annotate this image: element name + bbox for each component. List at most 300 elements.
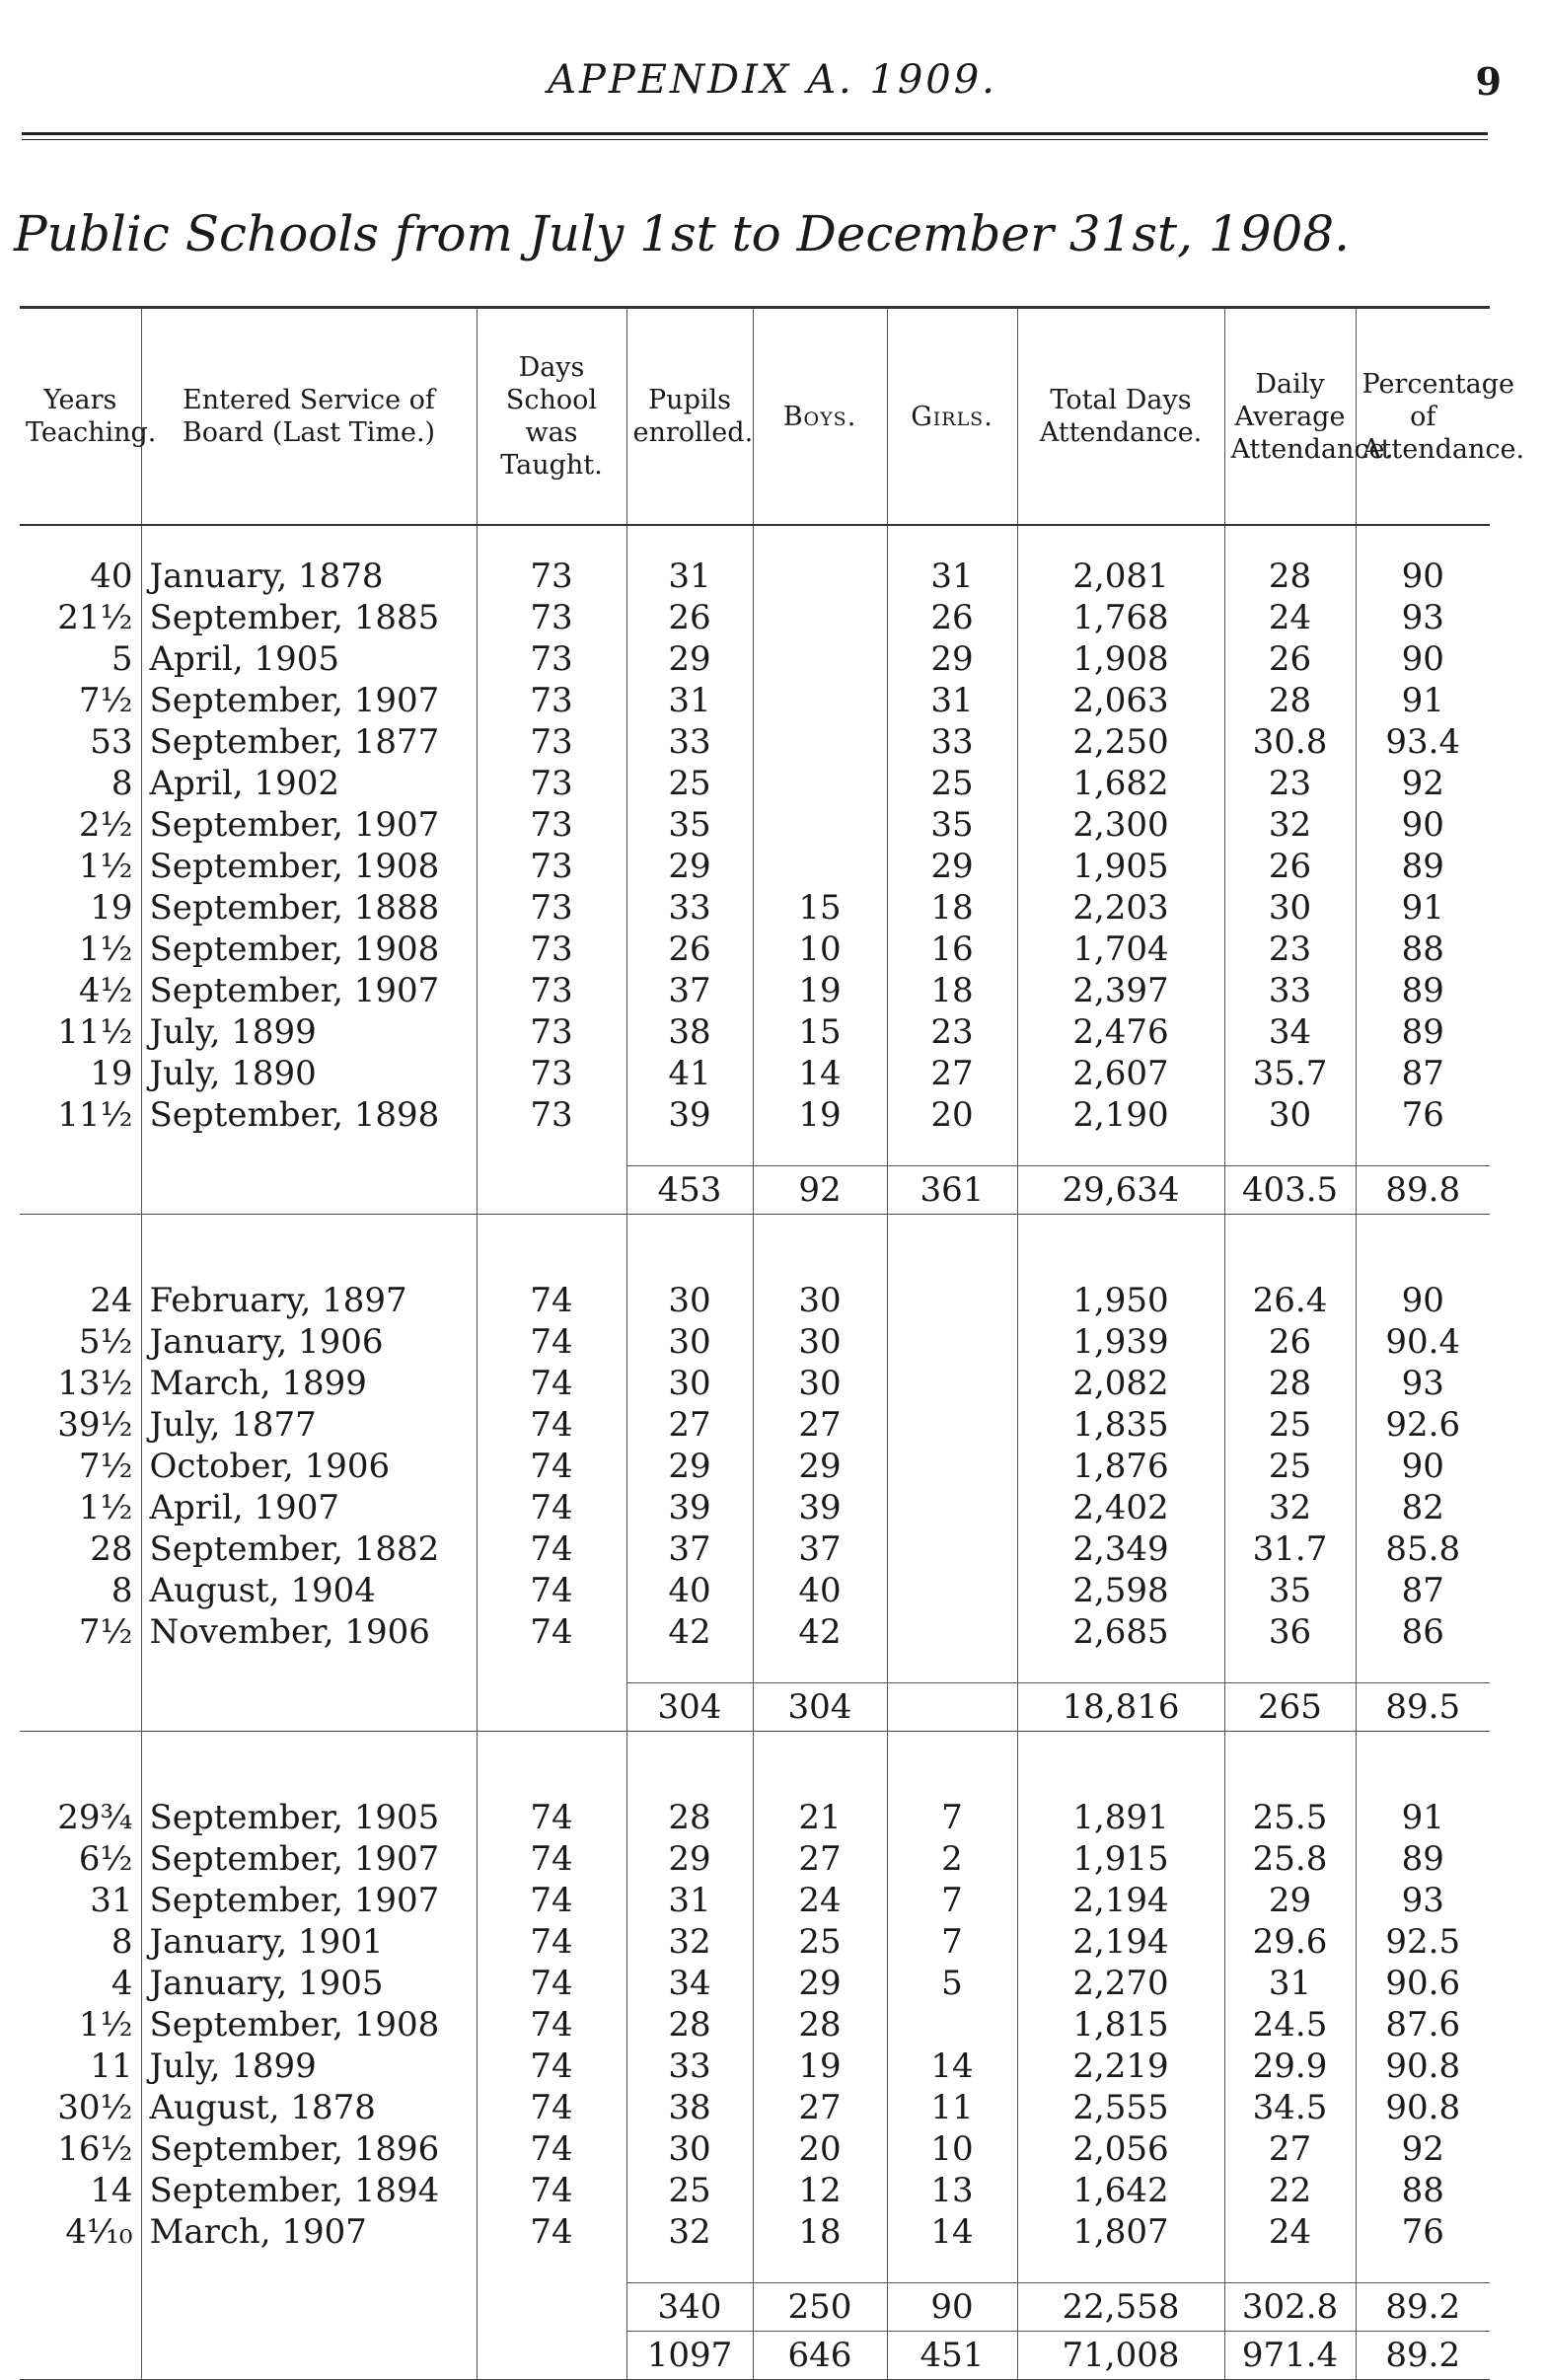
cell-daily-avg: 35.7 <box>1224 1053 1356 1094</box>
cell-total-days: 1,682 <box>1017 763 1224 804</box>
cell-percentage: 90.4 <box>1356 1321 1490 1363</box>
cell-percentage: 90.6 <box>1356 1963 1490 2004</box>
cell-total-days: 1,815 <box>1017 2004 1224 2045</box>
cell-daily-avg: 22 <box>1224 2170 1356 2211</box>
cell-daily-avg: 28 <box>1224 1363 1356 1404</box>
cell-entered: September, 1908 <box>141 2004 477 2045</box>
cell-pupils: 30 <box>626 1321 753 1363</box>
cell-total-days: 2,219 <box>1017 2045 1224 2087</box>
cell-days: 74 <box>477 1921 626 1963</box>
cell-boys: 20 <box>753 2128 887 2170</box>
totals-blank <box>477 1166 626 1215</box>
cell-days: 74 <box>477 2170 626 2211</box>
cell-daily-avg: 25 <box>1224 1446 1356 1487</box>
spacer-cell <box>887 1136 1017 1166</box>
cell-boys <box>753 846 887 887</box>
cell-percentage: 86 <box>1356 1611 1490 1653</box>
cell-daily-avg: 27 <box>1224 2128 1356 2170</box>
cell-years: 7½ <box>78 681 133 720</box>
cell-percentage: 92.5 <box>1356 1921 1490 1963</box>
table-row <box>20 1838 1490 1880</box>
cell-percentage: 92 <box>1356 2128 1490 2170</box>
cell-total-days: 2,607 <box>1017 1053 1224 1094</box>
cell-percentage: 91 <box>1356 1797 1490 1838</box>
cell-years: 39½ <box>57 1405 133 1445</box>
cell-percentage: 89 <box>1356 1838 1490 1880</box>
cell-girls <box>887 1280 1017 1321</box>
cell-years: 8 <box>110 764 133 803</box>
cell-boys <box>753 763 887 804</box>
cell-total-days: 1,835 <box>1017 1404 1224 1446</box>
cell-total-days: 2,349 <box>1017 1528 1224 1570</box>
cell-boys: 29 <box>753 1446 887 1487</box>
cell-percentage: 90 <box>1356 638 1490 680</box>
total-daily-avg: 265 <box>1224 1683 1356 1732</box>
cell-pupils: 30 <box>626 1280 753 1321</box>
cell-days: 74 <box>477 1611 626 1653</box>
divider-cell <box>1224 1215 1356 1251</box>
cell-years: 11½ <box>57 1095 133 1135</box>
cell-pupils: 27 <box>626 1404 753 1446</box>
divider-cell <box>753 1215 887 1251</box>
spacer-cell <box>141 1767 477 1797</box>
spacer-cell <box>1224 525 1356 556</box>
cell-years: 14 <box>90 2171 133 2210</box>
cell-boys: 30 <box>753 1280 887 1321</box>
cell-days: 74 <box>477 1487 626 1528</box>
cell-total-days: 1,950 <box>1017 1280 1224 1321</box>
col-total-days-attendance: Total Days Attendance. <box>1017 308 1224 526</box>
cell-girls: 7 <box>887 1797 1017 1838</box>
spacer-cell <box>1356 2253 1490 2283</box>
cell-pupils: 38 <box>626 1011 753 1053</box>
cell-percentage: 92 <box>1356 763 1490 804</box>
grand-blank <box>20 2332 141 2380</box>
cell-girls <box>887 1321 1017 1363</box>
table-row <box>20 1487 1490 1528</box>
divider-cell <box>20 1215 141 1251</box>
cell-years: 1½ <box>78 2005 133 2045</box>
cell-days: 73 <box>477 638 626 680</box>
table-row <box>20 1611 1490 1653</box>
cell-entered: September, 1907 <box>141 970 477 1011</box>
cell-girls: 2 <box>887 1838 1017 1880</box>
cell-percentage: 93.4 <box>1356 721 1490 763</box>
cell-total-days: 2,194 <box>1017 1880 1224 1921</box>
cell-total-days: 2,250 <box>1017 721 1224 763</box>
cell-pupils: 34 <box>626 1963 753 2004</box>
spacer-cell <box>141 1653 477 1683</box>
cell-years: 4 <box>110 1964 133 2003</box>
total-total-days: 22,558 <box>1017 2283 1224 2332</box>
cell-percentage: 90 <box>1356 804 1490 846</box>
cell-pupils: 26 <box>626 597 753 638</box>
spacer-cell <box>887 1767 1017 1797</box>
section-spacer <box>20 2253 1490 2283</box>
cell-girls <box>887 1611 1017 1653</box>
spacer-cell <box>1017 1767 1224 1797</box>
cell-percentage: 88 <box>1356 929 1490 970</box>
cell-years: 16½ <box>57 2129 133 2169</box>
spacer-cell <box>1224 1250 1356 1280</box>
spacer-cell <box>20 2253 141 2283</box>
spacer-cell <box>887 2253 1017 2283</box>
cell-percentage: 92.6 <box>1356 1404 1490 1446</box>
spacer-cell <box>753 1136 887 1166</box>
spacer-cell <box>626 1250 753 1280</box>
cell-years: 1½ <box>78 930 133 969</box>
cell-entered: July, 1877 <box>141 1404 477 1446</box>
cell-pupils: 38 <box>626 2087 753 2128</box>
divider-cell <box>1017 1732 1224 1768</box>
cell-girls: 23 <box>887 1011 1017 1053</box>
divider-cell <box>626 1732 753 1768</box>
col-girls: Girls. <box>887 308 1017 526</box>
cell-years: 11 <box>90 2046 133 2086</box>
table-row <box>20 804 1490 846</box>
cell-pupils: 37 <box>626 1528 753 1570</box>
cell-days: 74 <box>477 1404 626 1446</box>
col-daily-average: Daily Average Attendance. <box>1224 308 1356 526</box>
section-totals-row <box>20 2283 1490 2332</box>
cell-percentage: 89 <box>1356 846 1490 887</box>
cell-days: 74 <box>477 1528 626 1570</box>
cell-girls: 26 <box>887 597 1017 638</box>
cell-total-days: 2,063 <box>1017 680 1224 721</box>
section-divider <box>20 1215 1490 1251</box>
cell-entered: September, 1877 <box>141 721 477 763</box>
cell-boys: 12 <box>753 2170 887 2211</box>
cell-entered: September, 1896 <box>141 2128 477 2170</box>
cell-girls: 10 <box>887 2128 1017 2170</box>
cell-pupils: 33 <box>626 721 753 763</box>
grand-girls: 451 <box>887 2332 1017 2380</box>
totals-blank <box>141 2283 477 2332</box>
cell-years: 8 <box>110 1571 133 1610</box>
table-row <box>20 2004 1490 2045</box>
cell-boys <box>753 638 887 680</box>
cell-daily-avg: 30.8 <box>1224 721 1356 763</box>
cell-girls: 29 <box>887 846 1017 887</box>
cell-entered: August, 1904 <box>141 1570 477 1611</box>
cell-percentage: 89 <box>1356 1011 1490 1053</box>
cell-percentage: 89 <box>1356 970 1490 1011</box>
col-years-teaching: Years Teaching. <box>20 308 141 526</box>
divider-cell <box>1356 1732 1490 1768</box>
cell-daily-avg: 26 <box>1224 638 1356 680</box>
cell-days: 73 <box>477 929 626 970</box>
cell-girls <box>887 1487 1017 1528</box>
section-spacer <box>20 1767 1490 1797</box>
cell-entered: September, 1882 <box>141 1528 477 1570</box>
cell-percentage: 90 <box>1356 556 1490 597</box>
table-row <box>20 2087 1490 2128</box>
cell-days: 73 <box>477 721 626 763</box>
cell-boys: 24 <box>753 1880 887 1921</box>
spacer-cell <box>753 2253 887 2283</box>
table-row <box>20 929 1490 970</box>
cell-percentage: 76 <box>1356 1094 1490 1136</box>
table-row <box>20 887 1490 929</box>
cell-days: 74 <box>477 1797 626 1838</box>
total-percentage: 89.5 <box>1356 1683 1490 1732</box>
cell-days: 74 <box>477 2004 626 2045</box>
totals-blank <box>20 1166 141 1215</box>
table-row <box>20 1797 1490 1838</box>
spacer-cell <box>1356 1250 1490 1280</box>
cell-percentage: 91 <box>1356 680 1490 721</box>
cell-total-days: 2,082 <box>1017 1363 1224 1404</box>
total-girls: 361 <box>887 1166 1017 1215</box>
spacer-cell <box>626 1136 753 1166</box>
cell-total-days: 2,056 <box>1017 2128 1224 2170</box>
cell-percentage: 88 <box>1356 2170 1490 2211</box>
cell-entered: September, 1905 <box>141 1797 477 1838</box>
cell-boys <box>753 804 887 846</box>
totals-blank <box>477 2283 626 2332</box>
cell-daily-avg: 36 <box>1224 1611 1356 1653</box>
cell-total-days: 2,203 <box>1017 887 1224 929</box>
cell-days: 74 <box>477 1280 626 1321</box>
table-row <box>20 1011 1490 1053</box>
spacer-cell <box>887 1250 1017 1280</box>
divider-cell <box>887 1215 1017 1251</box>
header-row <box>20 308 1490 526</box>
spacer-cell <box>753 1250 887 1280</box>
cell-pupils: 35 <box>626 804 753 846</box>
header-rule-thin <box>22 139 1488 140</box>
section-spacer <box>20 1136 1490 1166</box>
cell-years: 5½ <box>78 1322 133 1362</box>
cell-boys: 42 <box>753 1611 887 1653</box>
cell-percentage: 82 <box>1356 1487 1490 1528</box>
cell-entered: January, 1901 <box>141 1921 477 1963</box>
cell-years: 13½ <box>57 1364 133 1403</box>
cell-days: 73 <box>477 763 626 804</box>
cell-boys: 27 <box>753 1404 887 1446</box>
table-row <box>20 1963 1490 2004</box>
cell-entered: January, 1878 <box>141 556 477 597</box>
total-pupils: 453 <box>626 1166 753 1215</box>
cell-days: 73 <box>477 680 626 721</box>
spacer-cell <box>141 1136 477 1166</box>
table-row <box>20 2170 1490 2211</box>
cell-days: 74 <box>477 1880 626 1921</box>
table-row <box>20 1321 1490 1363</box>
table-row <box>20 597 1490 638</box>
cell-entered: March, 1899 <box>141 1363 477 1404</box>
table-row <box>20 721 1490 763</box>
section-spacer <box>20 525 1490 556</box>
col-entered-service: Entered Service of Board (Last Time.) <box>141 308 477 526</box>
cell-girls: 16 <box>887 929 1017 970</box>
cell-days: 73 <box>477 887 626 929</box>
cell-years: 7½ <box>78 1612 133 1652</box>
cell-years: 31 <box>90 1881 133 1920</box>
cell-days: 73 <box>477 556 626 597</box>
cell-boys <box>753 597 887 638</box>
cell-entered: September, 1888 <box>141 887 477 929</box>
cell-pupils: 31 <box>626 1880 753 1921</box>
grand-pupils: 1097 <box>626 2332 753 2380</box>
cell-years: 21½ <box>57 598 133 637</box>
spacer-cell <box>1224 1136 1356 1166</box>
section-spacer <box>20 1250 1490 1280</box>
cell-days: 74 <box>477 2211 626 2253</box>
cell-daily-avg: 25.8 <box>1224 1838 1356 1880</box>
grand-daily-avg: 971.4 <box>1224 2332 1356 2380</box>
cell-girls: 18 <box>887 970 1017 1011</box>
grand-blank <box>477 2332 626 2380</box>
cell-days: 73 <box>477 1011 626 1053</box>
cell-pupils: 30 <box>626 2128 753 2170</box>
spacer-cell <box>626 1653 753 1683</box>
divider-cell <box>141 1215 477 1251</box>
running-header: APPENDIX A. 1909. <box>548 57 997 103</box>
cell-total-days: 2,081 <box>1017 556 1224 597</box>
cell-entered: April, 1902 <box>141 763 477 804</box>
table-row <box>20 846 1490 887</box>
table-row <box>20 1570 1490 1611</box>
cell-daily-avg: 26.4 <box>1224 1280 1356 1321</box>
cell-pupils: 32 <box>626 2211 753 2253</box>
totals-blank <box>141 1166 477 1215</box>
cell-daily-avg: 31 <box>1224 1963 1356 2004</box>
spacer-cell <box>477 525 626 556</box>
section-totals-row <box>20 1683 1490 1732</box>
table-row <box>20 1921 1490 1963</box>
cell-entered: April, 1907 <box>141 1487 477 1528</box>
table-row <box>20 2045 1490 2087</box>
cell-daily-avg: 28 <box>1224 680 1356 721</box>
table-row <box>20 1880 1490 1921</box>
cell-girls <box>887 1446 1017 1487</box>
table-body <box>20 525 1490 2380</box>
cell-total-days: 2,476 <box>1017 1011 1224 1053</box>
spacer-cell <box>626 525 753 556</box>
cell-percentage: 85.8 <box>1356 1528 1490 1570</box>
cell-pupils: 37 <box>626 970 753 1011</box>
page-subtitle: Public Schools from July 1st to December 31st, 1908. <box>14 205 1351 262</box>
cell-girls: 31 <box>887 680 1017 721</box>
spacer-cell <box>477 1250 626 1280</box>
cell-daily-avg: 24 <box>1224 2211 1356 2253</box>
cell-boys: 29 <box>753 1963 887 2004</box>
spacer-cell <box>141 2253 477 2283</box>
col-percentage: Percentage of Attendance. <box>1356 308 1490 526</box>
cell-entered: September, 1885 <box>141 597 477 638</box>
spacer-cell <box>626 1767 753 1797</box>
total-total-days: 29,634 <box>1017 1166 1224 1215</box>
cell-percentage: 93 <box>1356 597 1490 638</box>
cell-years: 2½ <box>78 805 133 845</box>
cell-pupils: 41 <box>626 1053 753 1094</box>
divider-cell <box>1017 1215 1224 1251</box>
cell-pupils: 30 <box>626 1363 753 1404</box>
cell-boys: 15 <box>753 887 887 929</box>
cell-boys: 27 <box>753 1838 887 1880</box>
cell-boys: 19 <box>753 2045 887 2087</box>
cell-total-days: 2,685 <box>1017 1611 1224 1653</box>
spacer-cell <box>20 1767 141 1797</box>
table-row <box>20 763 1490 804</box>
cell-pupils: 33 <box>626 887 753 929</box>
cell-years: 53 <box>90 722 133 762</box>
attendance-table <box>20 306 1525 2380</box>
cell-boys <box>753 556 887 597</box>
cell-percentage: 91 <box>1356 887 1490 929</box>
cell-daily-avg: 24 <box>1224 597 1356 638</box>
table-row <box>20 1094 1490 1136</box>
divider-cell <box>20 1732 141 1768</box>
cell-boys: 25 <box>753 1921 887 1963</box>
cell-total-days: 2,397 <box>1017 970 1224 1011</box>
cell-pupils: 39 <box>626 1487 753 1528</box>
cell-days: 73 <box>477 846 626 887</box>
cell-percentage: 76 <box>1356 2211 1490 2253</box>
cell-entered: September, 1907 <box>141 1880 477 1921</box>
table-row <box>20 1053 1490 1094</box>
spacer-cell <box>477 1653 626 1683</box>
cell-girls: 13 <box>887 2170 1017 2211</box>
cell-total-days: 2,300 <box>1017 804 1224 846</box>
cell-daily-avg: 32 <box>1224 804 1356 846</box>
totals-blank <box>477 1683 626 1732</box>
cell-pupils: 25 <box>626 763 753 804</box>
cell-years: 11½ <box>57 1012 133 1052</box>
cell-daily-avg: 30 <box>1224 887 1356 929</box>
cell-total-days: 1,876 <box>1017 1446 1224 1487</box>
divider-cell <box>141 1732 477 1768</box>
cell-entered: August, 1878 <box>141 2087 477 2128</box>
total-percentage: 89.8 <box>1356 1166 1490 1215</box>
cell-years: 8 <box>110 1922 133 1962</box>
cell-pupils: 28 <box>626 2004 753 2045</box>
total-boys: 92 <box>753 1166 887 1215</box>
total-daily-avg: 302.8 <box>1224 2283 1356 2332</box>
cell-entered: July, 1899 <box>141 2045 477 2087</box>
spacer-cell <box>1224 1653 1356 1683</box>
total-boys: 250 <box>753 2283 887 2332</box>
cell-days: 74 <box>477 2128 626 2170</box>
totals-blank <box>141 1683 477 1732</box>
cell-total-days: 2,270 <box>1017 1963 1224 2004</box>
grand-total-days: 71,008 <box>1017 2332 1224 2380</box>
cell-boys: 14 <box>753 1053 887 1094</box>
cell-days: 73 <box>477 1094 626 1136</box>
spacer-cell <box>626 2253 753 2283</box>
cell-boys: 10 <box>753 929 887 970</box>
table-row <box>20 1363 1490 1404</box>
cell-days: 73 <box>477 804 626 846</box>
cell-boys: 18 <box>753 2211 887 2253</box>
cell-total-days: 2,598 <box>1017 1570 1224 1611</box>
table-row <box>20 1528 1490 1570</box>
cell-boys: 15 <box>753 1011 887 1053</box>
table-row <box>20 638 1490 680</box>
cell-girls: 14 <box>887 2045 1017 2087</box>
cell-days: 74 <box>477 1321 626 1363</box>
spacer-cell <box>1017 1653 1224 1683</box>
total-total-days: 18,816 <box>1017 1683 1224 1732</box>
spacer-cell <box>477 2253 626 2283</box>
cell-years: 40 <box>90 557 133 596</box>
cell-pupils: 33 <box>626 2045 753 2087</box>
grand-boys: 646 <box>753 2332 887 2380</box>
cell-daily-avg: 31.7 <box>1224 1528 1356 1570</box>
cell-pupils: 28 <box>626 1797 753 1838</box>
cell-years: 29¾ <box>57 1798 133 1837</box>
